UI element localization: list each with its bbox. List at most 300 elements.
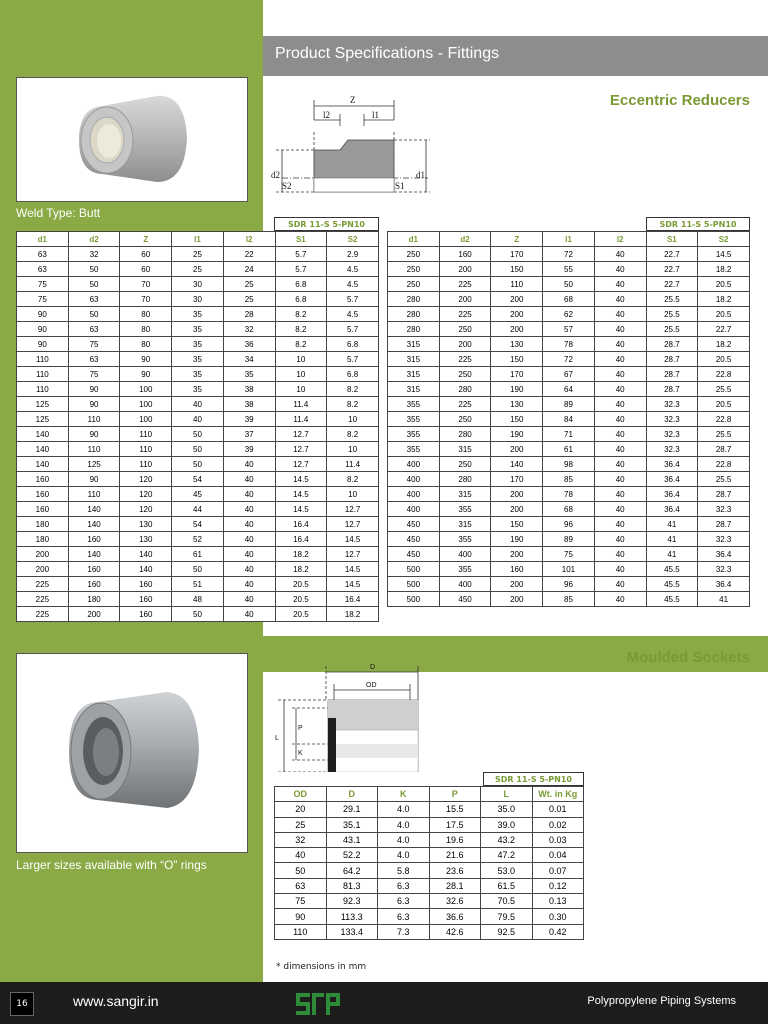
table-cell: 315 (388, 337, 440, 352)
table-cell: 500 (388, 577, 440, 592)
table-cell: 28 (223, 307, 275, 322)
table-cell: 40 (594, 262, 646, 277)
table-cell: 80 (120, 307, 172, 322)
table-cell: 28.7 (646, 337, 698, 352)
table-cell: 11.4 (275, 412, 327, 427)
table-cell: 36.6 (429, 909, 481, 924)
table-row (17, 592, 379, 607)
table-cell: 78 (543, 337, 595, 352)
column-header: Z (491, 232, 543, 247)
column-header: Wt. in Kg (532, 787, 584, 802)
table-cell: 51 (172, 577, 224, 592)
table-cell: 120 (120, 472, 172, 487)
table-cell: 4.5 (327, 262, 379, 277)
table-row (388, 277, 750, 292)
reducer-dimension-diagram (268, 92, 438, 212)
table-cell: 61.5 (481, 878, 533, 893)
table-cell: 79.5 (481, 909, 533, 924)
table-cell: 32.3 (646, 397, 698, 412)
table-cell: 41 (698, 592, 750, 607)
table-cell: 400 (439, 577, 491, 592)
table-cell: 14.5 (275, 502, 327, 517)
table-cell: 25 (275, 817, 327, 832)
table-cell: 35 (172, 352, 224, 367)
table-row (17, 547, 379, 562)
column-header: S1 (275, 232, 327, 247)
table-row (17, 247, 379, 262)
table-cell: 50 (172, 427, 224, 442)
table-cell: 0.12 (532, 878, 584, 893)
table-cell: 40 (594, 382, 646, 397)
table-cell: 0.01 (532, 802, 584, 817)
table-cell: 20.5 (698, 307, 750, 322)
table-cell: 140 (120, 547, 172, 562)
table-cell: 43.1 (326, 832, 378, 847)
table-cell: 200 (491, 307, 543, 322)
table-cell: 85 (543, 472, 595, 487)
table-cell: 24 (223, 262, 275, 277)
table-cell: 25 (223, 277, 275, 292)
table-cell: 84 (543, 412, 595, 427)
table-cell: 39.0 (481, 817, 533, 832)
table-cell: 250 (439, 367, 491, 382)
table-cell: 6.8 (327, 337, 379, 352)
table-row (388, 307, 750, 322)
table-row (388, 517, 750, 532)
table-cell: 250 (388, 277, 440, 292)
table-cell: 72 (543, 247, 595, 262)
table-cell: 90 (68, 427, 120, 442)
table-cell: 28.7 (646, 352, 698, 367)
table-cell: 7.3 (378, 924, 430, 939)
reducer-photo (16, 77, 248, 202)
table-cell: 250 (388, 247, 440, 262)
table-cell: 110 (17, 382, 69, 397)
table-cell: 75 (68, 337, 120, 352)
column-header: OD (275, 787, 327, 802)
table-cell: 25.5 (646, 307, 698, 322)
table-cell: 96 (543, 517, 595, 532)
table-cell: 110 (17, 367, 69, 382)
table-cell: 40 (594, 577, 646, 592)
table-cell: 400 (388, 502, 440, 517)
table-cell: 25 (223, 292, 275, 307)
table-row (275, 894, 584, 909)
table-cell: 100 (120, 412, 172, 427)
table-cell: 44 (172, 502, 224, 517)
table-cell: 12.7 (327, 502, 379, 517)
table-cell: 53.0 (481, 863, 533, 878)
table-row (388, 397, 750, 412)
table-cell: 40 (594, 487, 646, 502)
table-cell: 0.13 (532, 894, 584, 909)
table-cell: 50 (68, 277, 120, 292)
table-cell: 200 (491, 292, 543, 307)
table-cell: 90 (120, 367, 172, 382)
table-row (388, 247, 750, 262)
table-cell: 36 (223, 337, 275, 352)
table-cell: 200 (17, 562, 69, 577)
table-cell: 40 (594, 517, 646, 532)
table-cell: 120 (120, 502, 172, 517)
table-cell: 12.7 (327, 517, 379, 532)
table-cell: 11.4 (327, 457, 379, 472)
table-cell: 180 (17, 532, 69, 547)
table-cell: 14.5 (698, 247, 750, 262)
table-row (17, 472, 379, 487)
table-cell: 18.2 (327, 607, 379, 622)
table-cell: 0.02 (532, 817, 584, 832)
table-cell: 52.2 (326, 848, 378, 863)
table-row (275, 924, 584, 939)
table-cell: 18.2 (698, 292, 750, 307)
table-cell: 0.07 (532, 863, 584, 878)
table-cell: 130 (491, 337, 543, 352)
table-cell: 60 (120, 262, 172, 277)
footer (0, 982, 768, 1024)
table-cell: 200 (491, 577, 543, 592)
table-row (388, 577, 750, 592)
table-cell: 63 (68, 322, 120, 337)
table-cell: 130 (120, 532, 172, 547)
reducers-table-right (387, 231, 750, 607)
table-cell: 45 (172, 487, 224, 502)
table-cell: 40 (223, 592, 275, 607)
table-cell: 133.4 (326, 924, 378, 939)
table-row (17, 517, 379, 532)
table-cell: 8.2 (275, 337, 327, 352)
table-cell: 10 (327, 487, 379, 502)
table-cell: 32.3 (698, 562, 750, 577)
table-row (17, 457, 379, 472)
table-cell: 39 (223, 442, 275, 457)
reducers-title: Eccentric Reducers (609, 92, 750, 109)
table-row (17, 532, 379, 547)
table-row (388, 532, 750, 547)
table-cell: 25 (172, 262, 224, 277)
table-cell: 32.6 (429, 894, 481, 909)
sdr-label-left: SDR 11-S 5-PN10 (274, 217, 379, 231)
table-cell: 200 (439, 262, 491, 277)
table-cell: 110 (275, 924, 327, 939)
table-cell: 30 (172, 277, 224, 292)
table-cell: 64.2 (326, 863, 378, 878)
table-cell: 28.7 (698, 517, 750, 532)
table-cell: 98 (543, 457, 595, 472)
table-cell: 140 (120, 562, 172, 577)
table-cell: 12.7 (275, 457, 327, 472)
footer-tagline: Polypropylene Piping Systems (587, 995, 736, 1007)
column-header: l2 (594, 232, 646, 247)
table-cell: 140 (17, 442, 69, 457)
table-cell: 70 (120, 277, 172, 292)
column-header: P (429, 787, 481, 802)
table-cell: 200 (491, 547, 543, 562)
table-cell: 22.7 (698, 322, 750, 337)
table-cell: 16.4 (275, 517, 327, 532)
table-cell: 18.2 (275, 547, 327, 562)
table-cell: 40 (594, 322, 646, 337)
table-cell: 36.4 (646, 472, 698, 487)
table-cell: 140 (17, 457, 69, 472)
table-cell: 160 (17, 472, 69, 487)
table-cell: 90 (17, 337, 69, 352)
table-cell: 140 (68, 502, 120, 517)
table-cell: 5.7 (275, 247, 327, 262)
table-cell: 81.3 (326, 878, 378, 893)
table-cell: 40 (594, 472, 646, 487)
label-z: Z (350, 95, 356, 105)
table-row (17, 382, 379, 397)
table-row (17, 427, 379, 442)
table-cell: 170 (491, 247, 543, 262)
table-cell: 10 (275, 367, 327, 382)
table-cell: 21.6 (429, 848, 481, 863)
table-cell: 70 (120, 292, 172, 307)
label-d1: d1 (416, 170, 425, 180)
table-cell: 23.6 (429, 863, 481, 878)
table-row (17, 292, 379, 307)
table-cell: 48 (172, 592, 224, 607)
table-cell: 28.7 (698, 487, 750, 502)
table-cell: 4.0 (378, 848, 430, 863)
table-cell: 40 (223, 607, 275, 622)
table-cell: 40 (223, 532, 275, 547)
table-cell: 28.7 (646, 367, 698, 382)
table-cell: 110 (491, 277, 543, 292)
table-cell: 40 (223, 562, 275, 577)
table-cell: 180 (17, 517, 69, 532)
table-cell: 225 (439, 307, 491, 322)
table-row (17, 577, 379, 592)
table-cell: 10 (275, 352, 327, 367)
table-cell: 6.8 (275, 292, 327, 307)
sockets-title: Moulded Sockets (626, 649, 750, 666)
table-cell: 72 (543, 352, 595, 367)
table-cell: 8.2 (275, 307, 327, 322)
table-cell: 450 (439, 592, 491, 607)
table-cell: 250 (388, 262, 440, 277)
table-cell: 0.04 (532, 848, 584, 863)
table-cell: 4.5 (327, 307, 379, 322)
table-cell: 40 (594, 442, 646, 457)
table-cell: 28.1 (429, 878, 481, 893)
table-cell: 160 (120, 607, 172, 622)
table-cell: 160 (491, 562, 543, 577)
table-cell: 89 (543, 532, 595, 547)
table-cell: 400 (388, 487, 440, 502)
table-cell: 40 (594, 292, 646, 307)
table-cell: 55 (543, 262, 595, 277)
table-cell: 200 (491, 487, 543, 502)
table-cell: 60 (120, 247, 172, 262)
table-cell: 40 (594, 562, 646, 577)
table-cell: 150 (491, 262, 543, 277)
table-cell: 125 (68, 457, 120, 472)
table-row (17, 487, 379, 502)
table-cell: 71 (543, 427, 595, 442)
table-cell: 32.3 (646, 427, 698, 442)
table-cell: 110 (120, 442, 172, 457)
column-header: l1 (172, 232, 224, 247)
table-cell: 280 (388, 292, 440, 307)
table-cell: 54 (172, 517, 224, 532)
table-cell: 0.30 (532, 909, 584, 924)
table-cell: 14.5 (327, 532, 379, 547)
table-cell: 200 (439, 337, 491, 352)
table-cell: 200 (491, 592, 543, 607)
table-cell: 5.8 (378, 863, 430, 878)
table-row (388, 412, 750, 427)
table-row (388, 472, 750, 487)
table-cell: 6.3 (378, 909, 430, 924)
table-cell: 4.0 (378, 832, 430, 847)
table-cell: 36.4 (698, 547, 750, 562)
table-cell: 41 (646, 547, 698, 562)
table-cell: 40 (594, 592, 646, 607)
table-cell: 68 (543, 502, 595, 517)
column-header: l1 (543, 232, 595, 247)
table-cell: 19.6 (429, 832, 481, 847)
table-cell: 400 (439, 547, 491, 562)
table-cell: 32 (68, 247, 120, 262)
table-cell: 160 (68, 532, 120, 547)
table-cell: 160 (17, 487, 69, 502)
table-cell: 5.7 (327, 322, 379, 337)
table-cell: 45.5 (646, 577, 698, 592)
socket-dimension-diagram (272, 660, 432, 772)
table-cell: 22.8 (698, 457, 750, 472)
table-cell: 63 (68, 352, 120, 367)
table-cell: 110 (17, 352, 69, 367)
table-cell: 32.3 (698, 502, 750, 517)
table-cell: 40 (594, 337, 646, 352)
table-cell: 10 (327, 442, 379, 457)
table-cell: 225 (17, 592, 69, 607)
table-cell: 34 (223, 352, 275, 367)
table-row (275, 832, 584, 847)
table-cell: 355 (439, 532, 491, 547)
table-cell: 40 (594, 277, 646, 292)
table-cell: 75 (543, 547, 595, 562)
table-cell: 200 (17, 547, 69, 562)
table-cell: 40 (223, 517, 275, 532)
table-cell: 5.7 (327, 352, 379, 367)
table-cell: 40 (275, 848, 327, 863)
table-row (388, 502, 750, 517)
table-cell: 75 (17, 292, 69, 307)
table-cell: 54 (172, 472, 224, 487)
table-cell: 35 (223, 367, 275, 382)
table-row (17, 562, 379, 577)
table-cell: 64 (543, 382, 595, 397)
table-cell: 180 (68, 592, 120, 607)
table-row (17, 307, 379, 322)
table-header-row (17, 232, 379, 247)
table-cell: 90 (120, 352, 172, 367)
table-cell: 40 (594, 247, 646, 262)
table-cell: 250 (439, 412, 491, 427)
table-cell: 22.8 (698, 367, 750, 382)
table-cell: 6.8 (327, 367, 379, 382)
table-cell: 15.5 (429, 802, 481, 817)
table-cell: 22.7 (646, 277, 698, 292)
table-cell: 90 (17, 322, 69, 337)
table-row (388, 427, 750, 442)
table-cell: 355 (439, 562, 491, 577)
table-cell: 35.0 (481, 802, 533, 817)
table-cell: 25.5 (698, 427, 750, 442)
table-cell: 5.7 (327, 292, 379, 307)
label-k: K (298, 750, 303, 757)
sdr-label-right: SDR 11-S 5-PN10 (646, 217, 750, 231)
table-cell: 43.2 (481, 832, 533, 847)
table-cell: 40 (594, 367, 646, 382)
table-row (388, 592, 750, 607)
table-cell: 10 (327, 412, 379, 427)
table-cell: 45.5 (646, 562, 698, 577)
table-cell: 90 (68, 397, 120, 412)
table-cell: 57 (543, 322, 595, 337)
table-cell: 40 (594, 412, 646, 427)
table-cell: 190 (491, 532, 543, 547)
column-header: L (481, 787, 533, 802)
table-cell: 500 (388, 592, 440, 607)
website-link[interactable]: www.sangir.in (73, 993, 159, 1009)
column-header: d2 (68, 232, 120, 247)
table-cell: 18.2 (275, 562, 327, 577)
table-cell: 400 (388, 472, 440, 487)
table-cell: 140 (17, 427, 69, 442)
table-cell: 40 (594, 547, 646, 562)
label-d2: d2 (271, 170, 280, 180)
table-cell: 50 (172, 562, 224, 577)
table-cell: 11.4 (275, 397, 327, 412)
table-cell: 80 (120, 322, 172, 337)
page-number: 16 (10, 992, 34, 1016)
table-cell: 90 (68, 382, 120, 397)
header-band (263, 36, 768, 76)
table-header-row (388, 232, 750, 247)
table-cell: 400 (388, 457, 440, 472)
table-row (17, 367, 379, 382)
table-row (17, 397, 379, 412)
table-cell: 500 (388, 562, 440, 577)
table-cell: 35 (172, 337, 224, 352)
dimensions-footnote: * dimensions in mm (276, 962, 367, 972)
table-cell: 35 (172, 382, 224, 397)
table-cell: 280 (439, 427, 491, 442)
table-cell: 355 (388, 442, 440, 457)
table-row (17, 607, 379, 622)
table-cell: 40 (172, 412, 224, 427)
table-cell: 120 (120, 487, 172, 502)
table-cell: 315 (388, 382, 440, 397)
sockets-table (274, 786, 584, 940)
table-cell: 110 (68, 442, 120, 457)
table-cell: 4.0 (378, 802, 430, 817)
table-cell: 160 (120, 577, 172, 592)
sangir-logo-icon (296, 991, 340, 1017)
table-cell: 250 (439, 457, 491, 472)
table-cell: 40 (594, 307, 646, 322)
table-cell: 280 (388, 307, 440, 322)
table-cell: 315 (439, 517, 491, 532)
table-row (388, 487, 750, 502)
table-cell: 50 (172, 442, 224, 457)
reducers-table-left (16, 231, 379, 622)
table-cell: 35 (172, 367, 224, 382)
